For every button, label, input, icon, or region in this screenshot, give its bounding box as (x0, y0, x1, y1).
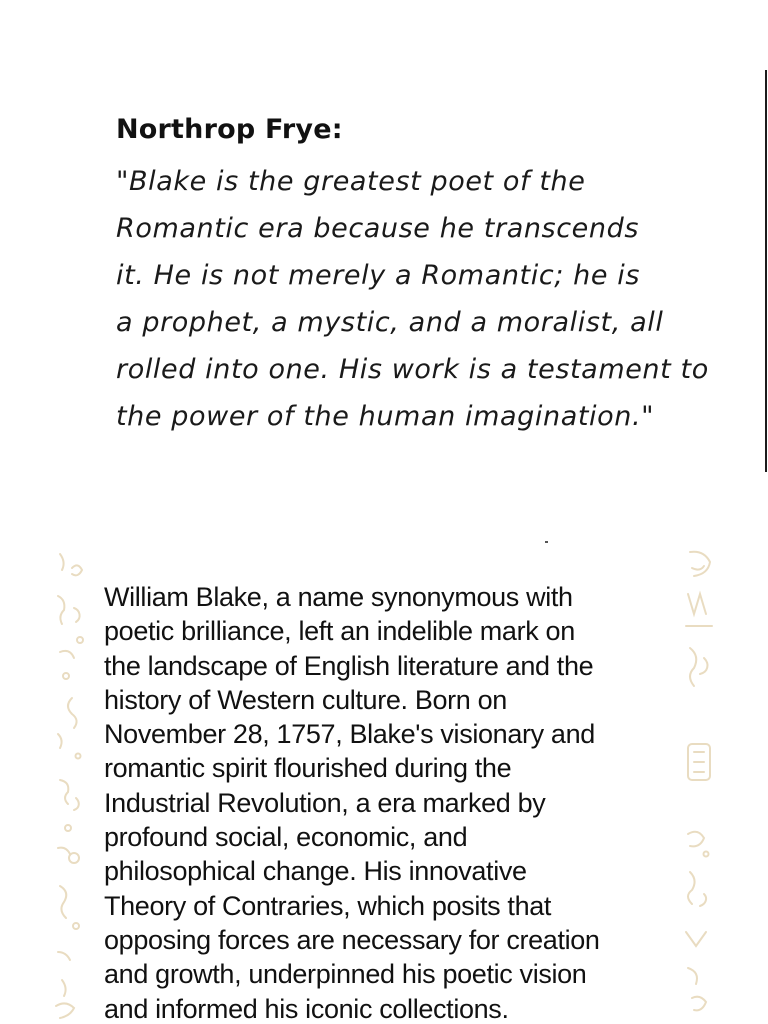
glyph-border-right (682, 548, 718, 1024)
quote-line: "Blake is the greatest poet of the (116, 166, 586, 197)
vertical-divider (765, 70, 767, 472)
quote-line: the power of the human imagination." (116, 401, 655, 432)
quote-line: it. He is not merely a Romantic; he is (116, 260, 641, 291)
quote-line: a prophet, a mystic, and a moralist, all (116, 307, 664, 338)
bio-line: Theory of Contraries, which posits that (104, 890, 552, 921)
quote-author: Northrop Frye: (116, 114, 343, 145)
glyph-border-left (54, 548, 90, 1024)
bio-line: William Blake, a name synonymous with (104, 582, 573, 612)
bio-panel (54, 548, 718, 1024)
bio-line: Industrial Revolution, a era marked by (104, 787, 546, 818)
bio-line: history of Western culture. Born on (104, 684, 507, 715)
ink-speck (545, 541, 548, 543)
bio-text (104, 580, 704, 1024)
bio-line: the landscape of English literature and the (104, 650, 594, 681)
bio-line: philosophical change. His innovative (104, 856, 527, 887)
bio-line: November 28, 1757, Blake's visionary and (104, 719, 595, 750)
quote-line: rolled into one. His work is a testament to (116, 354, 709, 385)
bio-line: opposing forces are necessary for creation (104, 924, 600, 955)
bio-line: profound social, economic, and (104, 822, 468, 853)
bio-line: and growth, underpinned his poetic vision (104, 959, 587, 990)
quote-text (116, 158, 756, 440)
bio-line: poetic brilliance, left an indelible mark on (104, 616, 575, 647)
quote-panel (0, 0, 768, 490)
bio-line: and informed his iconic collections. (104, 993, 509, 1024)
quote-line: Romantic era because he transcends (116, 213, 639, 244)
bio-line: romantic spirit flourished during the (104, 753, 512, 784)
